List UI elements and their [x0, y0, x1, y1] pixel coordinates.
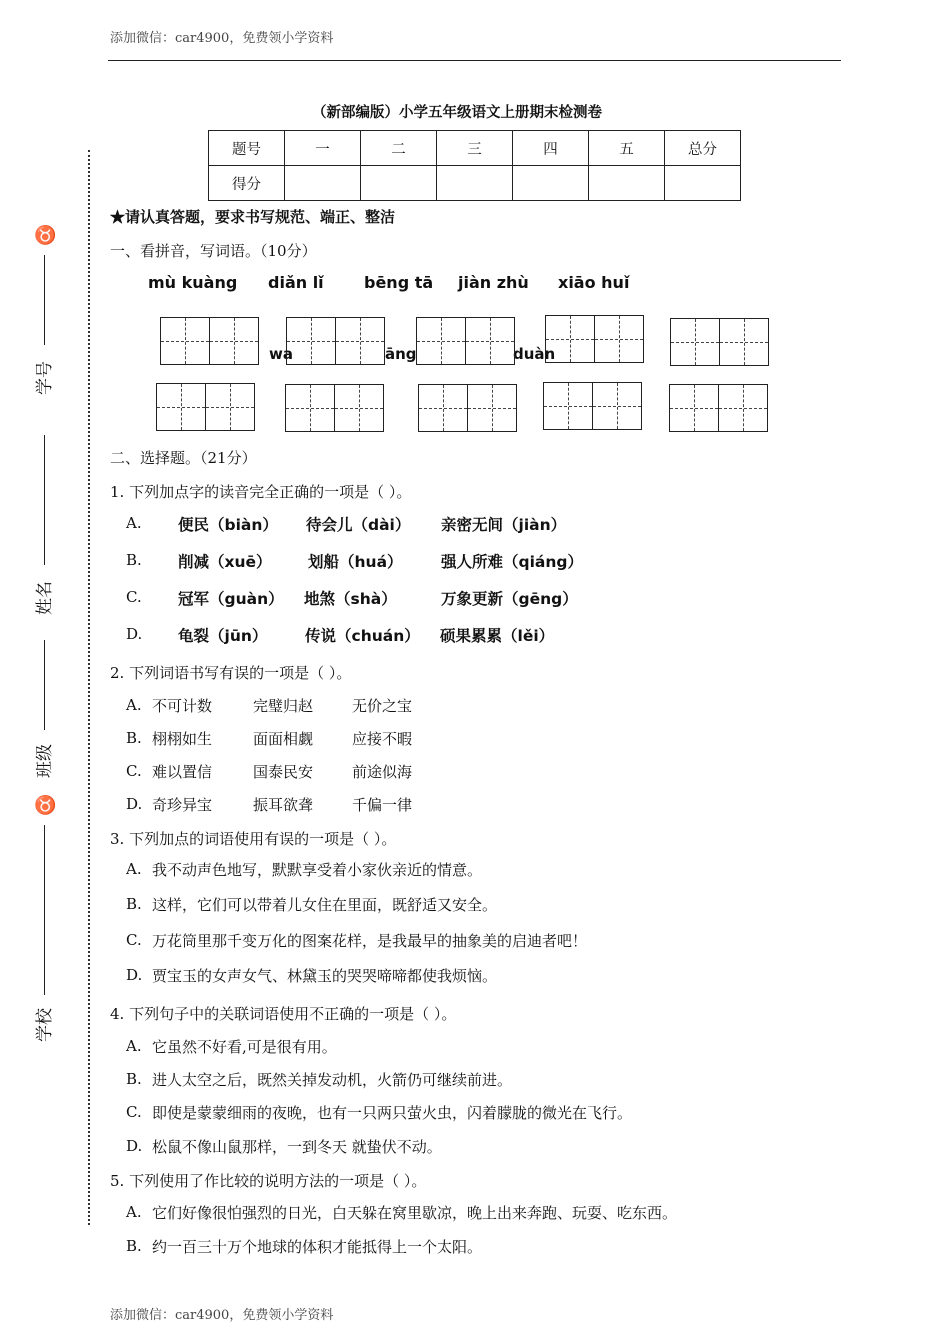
table-cell: 得分 — [209, 166, 285, 201]
option-label: B. — [126, 551, 142, 569]
option-label: A. — [126, 860, 142, 878]
writing-grid[interactable] — [286, 317, 386, 365]
score-table — [208, 130, 741, 201]
option-label: C. — [126, 1103, 142, 1121]
option-item: 传说（chuán） — [305, 627, 420, 645]
table-cell: 二 — [361, 131, 437, 166]
score-input-cell[interactable] — [513, 166, 589, 201]
question-stem: 5. 下列使用了作比较的说明方法的一项是（ ）。 — [110, 1172, 427, 1190]
score-input-cell[interactable] — [285, 166, 361, 201]
option-text: 贾宝玉的女声女气、林黛玉的哭哭啼啼都使我烦恼。 — [152, 967, 498, 985]
table-cell: 三 — [437, 131, 513, 166]
option-label: A. — [126, 1037, 142, 1055]
table-cell: 五 — [589, 131, 665, 166]
table-cell: 一 — [285, 131, 361, 166]
option-text: 约一百三十万个地球的体积才能抵得上一个太阳。 — [152, 1238, 483, 1256]
option-item: 便民（biàn） — [178, 516, 278, 534]
table-cell: 总分 — [665, 131, 741, 166]
table-cell: 四 — [513, 131, 589, 166]
option-item: 千偏一律 — [352, 796, 413, 814]
option-item: 前途似海 — [352, 763, 413, 781]
header-note: 添加微信：car4900，免费领小学资料 — [110, 31, 334, 46]
option-item: 亲密无间（jiàn） — [441, 516, 567, 534]
writing-grid[interactable] — [156, 383, 256, 431]
option-item: 冠军（guàn） — [178, 590, 284, 608]
option-label: A. — [126, 514, 142, 532]
pinyin-fragment: duàn — [513, 345, 556, 363]
label-student-number: 学号 — [35, 361, 55, 395]
option-label: B. — [126, 729, 142, 747]
option-item: 应接不暇 — [352, 730, 413, 748]
writing-grid[interactable] — [418, 384, 518, 432]
blank-line-class — [44, 640, 45, 730]
writing-grid[interactable] — [669, 384, 769, 432]
score-input-cell[interactable] — [589, 166, 665, 201]
option-item: 削减（xuē） — [178, 553, 272, 571]
option-label: D. — [126, 795, 143, 813]
label-school: 学校 — [35, 1008, 55, 1042]
option-item: 强人所难（qiáng） — [441, 553, 583, 571]
header-rule — [108, 60, 841, 61]
page-title: （新部编版）小学五年级语文上册期末检测卷 — [312, 104, 602, 121]
option-item: 振耳欲聋 — [253, 796, 314, 814]
binding-ring-icon: ♉ — [34, 795, 57, 816]
option-text: 松鼠不像山鼠那样，一到冬天 就蛰伏不动。 — [152, 1138, 442, 1156]
option-item: 国泰民安 — [253, 763, 314, 781]
option-item: 难以置信 — [152, 763, 213, 781]
option-item: 无价之宝 — [352, 697, 413, 715]
option-label: B. — [126, 895, 142, 913]
option-text: 我不动声色地写，默默享受着小家伙亲近的情意。 — [152, 861, 483, 879]
pinyin: bēng tā — [364, 273, 434, 292]
option-item: 万象更新（gēng） — [441, 590, 578, 608]
pinyin-fragment: wa — [269, 345, 293, 363]
binding-ring-icon: ♉ — [34, 225, 57, 246]
pinyin: mù kuàng — [148, 273, 238, 292]
writing-grid[interactable] — [543, 382, 643, 430]
option-item: 地煞（shà） — [304, 590, 397, 608]
table-cell: 题号 — [209, 131, 285, 166]
writing-grid[interactable] — [670, 318, 770, 366]
writing-grid[interactable] — [416, 317, 516, 365]
option-item: 待会儿（dài） — [306, 516, 411, 534]
option-label: C. — [126, 762, 142, 780]
option-item: 奇珍异宝 — [152, 796, 213, 814]
option-item: 面面相觑 — [253, 730, 314, 748]
option-text: 即使是蒙蒙细雨的夜晚，也有一只两只萤火虫，闪着朦胧的微光在飞行。 — [152, 1104, 633, 1122]
option-text: 它们好像很怕强烈的日光，白天躲在窝里歇凉，晚上出来奔跑、玩耍、吃东西。 — [152, 1204, 678, 1222]
label-class: 班级 — [35, 744, 55, 778]
option-item: 不可计数 — [152, 697, 213, 715]
option-label: D. — [126, 1137, 143, 1155]
pinyin: jiàn zhù — [458, 273, 529, 292]
blank-line-school — [44, 825, 45, 995]
blank-line-name — [44, 435, 45, 565]
option-item: 龟裂（jūn） — [178, 627, 268, 645]
pinyin: diǎn lǐ — [268, 273, 324, 292]
option-item: 栩栩如生 — [152, 730, 213, 748]
section1-heading: 一、看拼音，写词语。（10分） — [110, 242, 317, 260]
option-label: A. — [126, 696, 142, 714]
question-stem: 4. 下列句子中的关联词语使用不正确的一项是（ ）。 — [110, 1005, 457, 1023]
score-input-cell[interactable] — [665, 166, 741, 201]
writing-grid[interactable] — [545, 315, 645, 363]
option-label: C. — [126, 588, 142, 606]
score-table-header-row — [209, 131, 741, 166]
score-input-cell[interactable] — [361, 166, 437, 201]
option-text: 这样，它们可以带着儿女住在里面，既舒适又安全。 — [152, 896, 498, 914]
option-label: D. — [126, 966, 143, 984]
option-text: 它虽然不好看,可是很有用。 — [152, 1038, 337, 1056]
option-label: B. — [126, 1070, 142, 1088]
writing-grid[interactable] — [285, 384, 385, 432]
question-stem: 2. 下列词语书写有误的一项是（ ）。 — [110, 664, 352, 682]
option-label: C. — [126, 931, 142, 949]
instruction: ★请认真答题，要求书写规范、端正、整洁 — [110, 208, 396, 226]
writing-grid[interactable] — [160, 317, 260, 365]
option-item: 划船（huá） — [308, 553, 403, 571]
option-item: 完璧归赵 — [253, 697, 314, 715]
option-text: 万花筒里那千变万化的图案花样，是我最早的抽象美的启迪者吧！ — [152, 932, 588, 950]
option-label: D. — [126, 625, 143, 643]
section2-heading: 二、选择题。（21分） — [110, 449, 257, 467]
option-item: 硕果累累（lěi） — [440, 627, 555, 645]
question-stem: 1. 下列加点字的读音完全正确的一项是（ ）。 — [110, 483, 412, 501]
footer-note: 添加微信：car4900，免费领小学资料 — [110, 1308, 334, 1323]
option-text: 进人太空之后，既然关掉发动机，火箭仍可继续前进。 — [152, 1071, 513, 1089]
question-stem: 3. 下列加点的词语使用有误的一项是（ ）。 — [110, 830, 397, 848]
label-name: 姓名 — [35, 581, 55, 615]
option-label: A. — [126, 1203, 142, 1221]
binding-dotted-line — [88, 150, 90, 1225]
option-label: B. — [126, 1237, 142, 1255]
pinyin: xiāo huǐ — [558, 273, 630, 292]
score-table-score-row — [209, 166, 741, 201]
score-input-cell[interactable] — [437, 166, 513, 201]
pinyin-fragment: āng — [385, 345, 417, 363]
blank-line-number — [44, 255, 45, 345]
